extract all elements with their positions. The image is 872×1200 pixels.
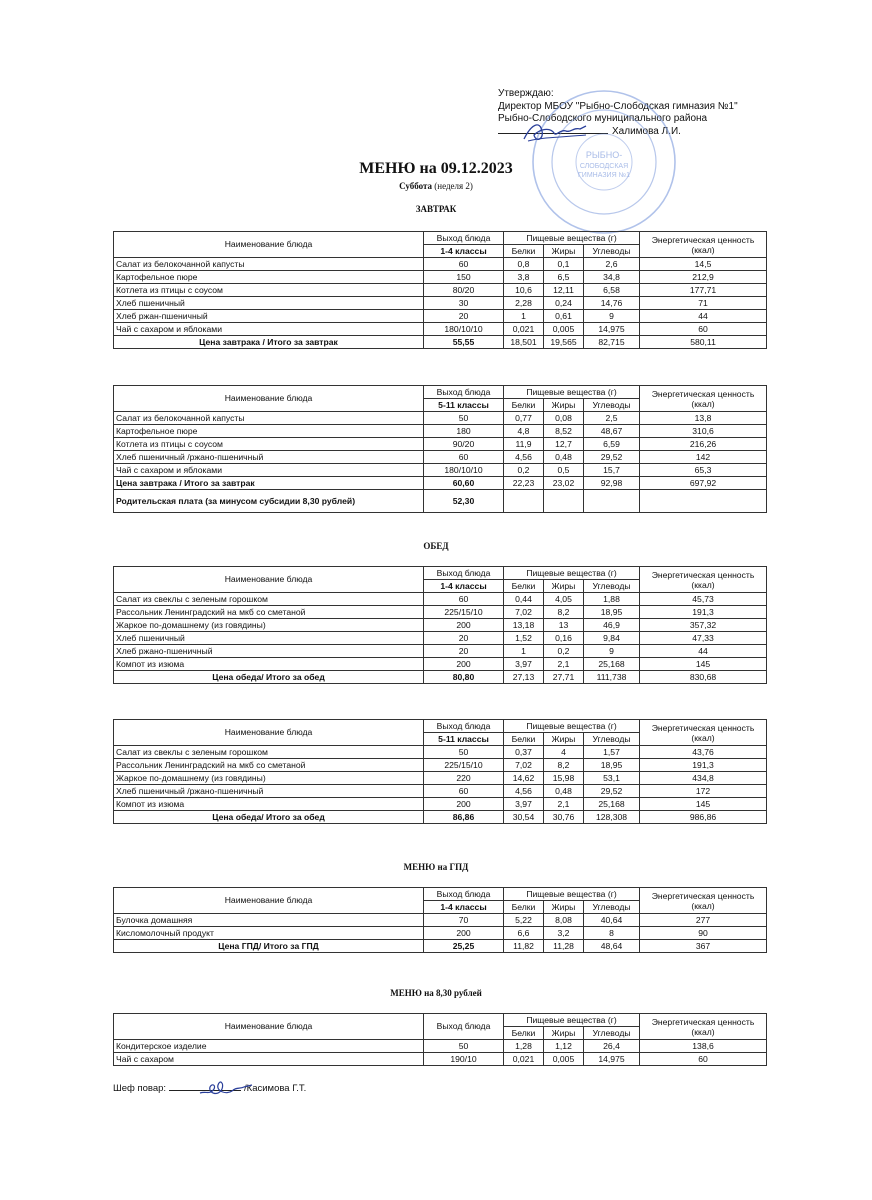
dish-name: Булочка домашняя: [114, 914, 424, 927]
header-name: Наименование блюда: [114, 386, 424, 412]
carb-total: 92,98: [584, 477, 640, 490]
header-fats: Жиры: [544, 1027, 584, 1040]
fat-value: 0,5: [544, 464, 584, 477]
protein-value: 1: [504, 645, 544, 658]
dish-name: Салат из белокочанной капусты: [114, 258, 424, 271]
carb-value: 53,1: [584, 772, 640, 785]
table-row: [114, 632, 767, 645]
protein-value: 4,8: [504, 425, 544, 438]
fat-value: 8,52: [544, 425, 584, 438]
table-row: [114, 606, 767, 619]
carb-value: 29,52: [584, 451, 640, 464]
table-row: [114, 258, 767, 271]
dish-name: Хлеб пшеничный /ржано-пшеничный: [114, 785, 424, 798]
header-name: Наименование блюда: [114, 1014, 424, 1040]
dish-name: Кондитерское изделие: [114, 1040, 424, 1053]
fat-value: 1,12: [544, 1040, 584, 1053]
energy-total: 580,11: [640, 336, 767, 349]
carb-value: 9,84: [584, 632, 640, 645]
header-carbs: Углеводы: [584, 399, 640, 412]
carb-value: 18,95: [584, 606, 640, 619]
fat-value: 12,7: [544, 438, 584, 451]
header-proteins: Белки: [504, 1027, 544, 1040]
table-row: [114, 464, 767, 477]
fat-value: 0,48: [544, 451, 584, 464]
yield-value: 225/15/10: [424, 759, 504, 772]
protein-value: 14,62: [504, 772, 544, 785]
energy-value: 44: [640, 310, 767, 323]
dish-name: Рассольник Ленинградский на мкб со сметаной: [114, 606, 424, 619]
protein-value: 13,18: [504, 619, 544, 632]
total-row: [114, 811, 767, 824]
header-name: Наименование блюда: [114, 720, 424, 746]
fat-value: 0,24: [544, 297, 584, 310]
protein-value: 3,8: [504, 271, 544, 284]
energy-value: 43,76: [640, 746, 767, 759]
approval-director: Директор МБОУ "Рыбно-Слободская гимназия №1": [498, 100, 738, 112]
yield-value: 225/15/10: [424, 606, 504, 619]
fat-value: 3,2: [544, 927, 584, 940]
header-energy: Энергетическая ценность (ккал): [640, 567, 767, 593]
energy-value: 65,3: [640, 464, 767, 477]
lunch-1-4-table: [113, 566, 767, 684]
header-yield: Выход блюда: [424, 1014, 504, 1040]
carb-value: 40,64: [584, 914, 640, 927]
header-nutrients: Пищевые вещества (г): [504, 232, 640, 245]
fat-value: 12,11: [544, 284, 584, 297]
yield-value: 200: [424, 658, 504, 671]
page-subtitle: [0, 181, 872, 191]
fat-value: 2,1: [544, 798, 584, 811]
fat-value: 0,1: [544, 258, 584, 271]
dish-name: Жаркое по-домашнему (из говядины): [114, 772, 424, 785]
energy-total: 367: [640, 940, 767, 953]
energy-value: 145: [640, 798, 767, 811]
week-label: (неделя 2): [434, 181, 473, 191]
yield-value: 20: [424, 632, 504, 645]
protein-value: 5,22: [504, 914, 544, 927]
page-title: МЕНЮ на 09.12.2023: [359, 160, 513, 177]
carb-value: 34,8: [584, 271, 640, 284]
fat-value: 0,61: [544, 310, 584, 323]
day-label: Суббота: [399, 181, 433, 191]
protein-total: 30,54: [504, 811, 544, 824]
energy-value: 145: [640, 658, 767, 671]
header-energy: Энергетическая ценность (ккал): [640, 888, 767, 914]
yield-value: 50: [424, 412, 504, 425]
dish-name: Компот из изюма: [114, 658, 424, 671]
header-proteins: Белки: [504, 733, 544, 746]
yield-value: 220: [424, 772, 504, 785]
energy-value: 47,33: [640, 632, 767, 645]
table-row: [114, 1053, 767, 1066]
yield-value: 60: [424, 258, 504, 271]
table-row: [114, 310, 767, 323]
table-row: [114, 412, 767, 425]
carb-value: 1,57: [584, 746, 640, 759]
carb-value: 25,168: [584, 798, 640, 811]
fat-value: 8,2: [544, 759, 584, 772]
energy-value: 44: [640, 645, 767, 658]
header-yield: Выход блюда: [424, 232, 504, 245]
protein-value: 1,52: [504, 632, 544, 645]
dish-name: Салат из свеклы с зеленым горошком: [114, 593, 424, 606]
total-row: [114, 336, 767, 349]
parent-fee-label: Родительская плата (за минусом субсидии 8,30 рублей): [114, 490, 424, 513]
carb-value: 14,975: [584, 1053, 640, 1066]
energy-value: 434,8: [640, 772, 767, 785]
yield-value: 190/10: [424, 1053, 504, 1066]
fat-total: 27,71: [544, 671, 584, 684]
protein-value: 4,56: [504, 785, 544, 798]
fat-value: 0,48: [544, 785, 584, 798]
header-nutrients: Пищевые вещества (г): [504, 567, 640, 580]
fat-total: 19,565: [544, 336, 584, 349]
total-label: Цена ГПД/ Итого за ГПД: [114, 940, 424, 953]
header-proteins: Белки: [504, 399, 544, 412]
yield-value: 200: [424, 619, 504, 632]
table-row: [114, 425, 767, 438]
class-label: 5-11 классы: [424, 733, 504, 746]
protein-value: 0,37: [504, 746, 544, 759]
protein-value: 1,28: [504, 1040, 544, 1053]
carb-total: 82,715: [584, 336, 640, 349]
fat-value: 13: [544, 619, 584, 632]
carb-total: 128,308: [584, 811, 640, 824]
table-row: [114, 451, 767, 464]
protein-value: 10,6: [504, 284, 544, 297]
table-row: [114, 746, 767, 759]
energy-value: 60: [640, 1053, 767, 1066]
header-fats: Жиры: [544, 901, 584, 914]
approval-name: Халимова Л.И.: [612, 125, 681, 137]
fat-total: 30,76: [544, 811, 584, 824]
header-carbs: Углеводы: [584, 580, 640, 593]
header-carbs: Углеводы: [584, 1027, 640, 1040]
header-fats: Жиры: [544, 399, 584, 412]
protein-value: 3,97: [504, 798, 544, 811]
energy-value: 172: [640, 785, 767, 798]
header-nutrients: Пищевые вещества (г): [504, 386, 640, 399]
total-row: [114, 940, 767, 953]
carb-value: 6,58: [584, 284, 640, 297]
class-label: 1-4 классы: [424, 245, 504, 258]
dish-name: Чай с сахаром и яблоками: [114, 323, 424, 336]
table-row: [114, 658, 767, 671]
gpd-table: [113, 887, 767, 953]
yield-value: 60: [424, 785, 504, 798]
energy-total: 830,68: [640, 671, 767, 684]
section-menu-830: МЕНЮ на 8,30 рублей: [390, 988, 482, 998]
yield-value: 180: [424, 425, 504, 438]
carb-value: 9: [584, 310, 640, 323]
fat-value: 0,005: [544, 323, 584, 336]
header-nutrients: Пищевые вещества (г): [504, 720, 640, 733]
carb-value: 29,52: [584, 785, 640, 798]
dish-name: Чай с сахаром: [114, 1053, 424, 1066]
parent-fee-value: 52,30: [424, 490, 504, 513]
header-yield: Выход блюда: [424, 888, 504, 901]
energy-total: 697,92: [640, 477, 767, 490]
protein-value: 11,9: [504, 438, 544, 451]
dish-name: Салат из белокочанной капусты: [114, 412, 424, 425]
chef-signature-icon: [196, 1073, 254, 1101]
carb-value: 8: [584, 927, 640, 940]
fat-total: 11,28: [544, 940, 584, 953]
energy-value: 142: [640, 451, 767, 464]
fat-value: 0,2: [544, 645, 584, 658]
yield-value: 200: [424, 798, 504, 811]
table-row: [114, 297, 767, 310]
dish-name: Картофельное пюре: [114, 271, 424, 284]
carb-value: 25,168: [584, 658, 640, 671]
fat-value: 4: [544, 746, 584, 759]
protein-total: 27,13: [504, 671, 544, 684]
protein-value: 2,28: [504, 297, 544, 310]
price-value: 86,86: [424, 811, 504, 824]
protein-total: 11,82: [504, 940, 544, 953]
energy-value: 13,8: [640, 412, 767, 425]
table-row: [114, 927, 767, 940]
header-name: Наименование блюда: [114, 232, 424, 258]
table-row: [114, 914, 767, 927]
fat-value: 8,08: [544, 914, 584, 927]
energy-value: 357,32: [640, 619, 767, 632]
class-label: 1-4 классы: [424, 580, 504, 593]
total-row: [114, 671, 767, 684]
table-row: [114, 438, 767, 451]
energy-value: 14,5: [640, 258, 767, 271]
header-proteins: Белки: [504, 580, 544, 593]
protein-value: 0,021: [504, 1053, 544, 1066]
table-row: [114, 284, 767, 297]
parent-fee-row: [114, 490, 767, 513]
dish-name: Компот из изюма: [114, 798, 424, 811]
yield-value: 50: [424, 1040, 504, 1053]
total-label: Цена завтрака / Итого за завтрак: [114, 477, 424, 490]
energy-total: 986,86: [640, 811, 767, 824]
class-label: 5-11 классы: [424, 399, 504, 412]
dish-name: Хлеб пшеничный /ржано-пшеничный: [114, 451, 424, 464]
price-value: 55,55: [424, 336, 504, 349]
carb-total: 111,738: [584, 671, 640, 684]
price-value: 25,25: [424, 940, 504, 953]
yield-value: 180/10/10: [424, 323, 504, 336]
yield-value: 20: [424, 645, 504, 658]
dish-name: Котлета из птицы с соусом: [114, 284, 424, 297]
chef-name: /Касимова Г.Т.: [244, 1083, 307, 1094]
protein-value: 7,02: [504, 759, 544, 772]
yield-value: 180/10/10: [424, 464, 504, 477]
table-row: [114, 593, 767, 606]
carb-value: 2,5: [584, 412, 640, 425]
carb-value: 15,7: [584, 464, 640, 477]
header-energy: Энергетическая ценность (ккал): [640, 720, 767, 746]
yield-value: 200: [424, 927, 504, 940]
protein-value: 0,2: [504, 464, 544, 477]
carb-value: 48,67: [584, 425, 640, 438]
dish-name: Чай с сахаром и яблоками: [114, 464, 424, 477]
protein-value: 3,97: [504, 658, 544, 671]
header-yield: Выход блюда: [424, 386, 504, 399]
price-value: 60,60: [424, 477, 504, 490]
fat-value: 6,5: [544, 271, 584, 284]
yield-value: 80/20: [424, 284, 504, 297]
total-label: Цена обеда/ Итого за обед: [114, 811, 424, 824]
energy-value: 216,26: [640, 438, 767, 451]
header-fats: Жиры: [544, 733, 584, 746]
breakfast-1-4-table: [113, 231, 767, 349]
carb-value: 14,975: [584, 323, 640, 336]
protein-value: 6,6: [504, 927, 544, 940]
protein-total: 18,501: [504, 336, 544, 349]
svg-text:СЛОБОДСКАЯ: СЛОБОДСКАЯ: [579, 163, 629, 170]
dish-name: Хлеб ржано-пшеничный: [114, 645, 424, 658]
protein-value: 0,77: [504, 412, 544, 425]
fat-value: 0,005: [544, 1053, 584, 1066]
dish-name: Салат из свеклы с зеленым горошком: [114, 746, 424, 759]
svg-text:ГИМНАЗИЯ №1: ГИМНАЗИЯ №1: [578, 172, 630, 179]
director-signature-icon: [520, 117, 590, 147]
fat-value: 4,05: [544, 593, 584, 606]
energy-value: 310,6: [640, 425, 767, 438]
header-nutrients: Пищевые вещества (г): [504, 1014, 640, 1027]
header-proteins: Белки: [504, 901, 544, 914]
dish-name: Хлеб пшеничный: [114, 297, 424, 310]
table-row: [114, 785, 767, 798]
carb-value: 46,9: [584, 619, 640, 632]
header-proteins: Белки: [504, 245, 544, 258]
dish-name: Картофельное пюре: [114, 425, 424, 438]
header-fats: Жиры: [544, 245, 584, 258]
price-value: 80,80: [424, 671, 504, 684]
header-name: Наименование блюда: [114, 567, 424, 593]
energy-value: 191,3: [640, 606, 767, 619]
protein-value: 4,56: [504, 451, 544, 464]
fat-value: 0,08: [544, 412, 584, 425]
yield-value: 50: [424, 746, 504, 759]
approval-district: Рыбно-Слободского муниципального района: [498, 113, 708, 124]
fat-value: 8,2: [544, 606, 584, 619]
breakfast-5-11-table: [113, 385, 767, 513]
carb-value: 18,95: [584, 759, 640, 772]
dish-name: Кисломолочный продукт: [114, 927, 424, 940]
energy-value: 212,9: [640, 271, 767, 284]
energy-value: 177,71: [640, 284, 767, 297]
fat-value: 15,98: [544, 772, 584, 785]
header-energy: Энергетическая ценность (ккал): [640, 232, 767, 258]
carb-value: 2,6: [584, 258, 640, 271]
table-row: [114, 645, 767, 658]
carb-value: 1,88: [584, 593, 640, 606]
protein-value: 0,8: [504, 258, 544, 271]
table-row: [114, 759, 767, 772]
yield-value: 90/20: [424, 438, 504, 451]
energy-value: 71: [640, 297, 767, 310]
protein-value: 0,021: [504, 323, 544, 336]
carb-value: 26,4: [584, 1040, 640, 1053]
total-row: [114, 477, 767, 490]
protein-value: 0,44: [504, 593, 544, 606]
header-yield: Выход блюда: [424, 720, 504, 733]
header-fats: Жиры: [544, 580, 584, 593]
fat-total: 23,02: [544, 477, 584, 490]
protein-value: 1: [504, 310, 544, 323]
dish-name: Хлеб пшеничный: [114, 632, 424, 645]
yield-value: 20: [424, 310, 504, 323]
table-row: [114, 798, 767, 811]
yield-value: 30: [424, 297, 504, 310]
total-label: Цена обеда/ Итого за обед: [114, 671, 424, 684]
protein-value: 7,02: [504, 606, 544, 619]
dish-name: Рассольник Ленинградский на мкб со сметаной: [114, 759, 424, 772]
table-row: [114, 271, 767, 284]
header-carbs: Углеводы: [584, 901, 640, 914]
energy-value: 60: [640, 323, 767, 336]
yield-value: 70: [424, 914, 504, 927]
protein-total: 22,23: [504, 477, 544, 490]
class-label: 1-4 классы: [424, 901, 504, 914]
approval-title: Утверждаю:: [498, 88, 554, 99]
fat-value: 0,16: [544, 632, 584, 645]
yield-value: 60: [424, 451, 504, 464]
carb-value: 6,59: [584, 438, 640, 451]
energy-value: 45,73: [640, 593, 767, 606]
chef-label: Шеф повар:: [113, 1083, 167, 1094]
total-label: Цена завтрака / Итого за завтрак: [114, 336, 424, 349]
dish-name: Котлета из птицы с соусом: [114, 438, 424, 451]
menu-830-table: [113, 1013, 767, 1066]
carb-total: 48,64: [584, 940, 640, 953]
yield-value: 60: [424, 593, 504, 606]
header-carbs: Углеводы: [584, 245, 640, 258]
header-yield: Выход блюда: [424, 567, 504, 580]
lunch-5-11-table: [113, 719, 767, 824]
energy-value: 90: [640, 927, 767, 940]
dish-name: Хлеб ржан-пшеничный: [114, 310, 424, 323]
carb-value: 14,76: [584, 297, 640, 310]
header-name: Наименование блюда: [114, 888, 424, 914]
fat-value: 2,1: [544, 658, 584, 671]
energy-value: 138,6: [640, 1040, 767, 1053]
header-energy: Энергетическая ценность (ккал): [640, 1014, 767, 1040]
energy-value: 277: [640, 914, 767, 927]
carb-value: 9: [584, 645, 640, 658]
yield-value: 150: [424, 271, 504, 284]
section-breakfast: ЗАВТРАК: [415, 204, 457, 214]
section-lunch: ОБЕД: [423, 541, 449, 551]
header-nutrients: Пищевые вещества (г): [504, 888, 640, 901]
header-carbs: Углеводы: [584, 733, 640, 746]
header-energy: Энергетическая ценность (ккал): [640, 386, 767, 412]
dish-name: Жаркое по-домашнему (из говядины): [114, 619, 424, 632]
table-row: [114, 323, 767, 336]
table-row: [114, 1040, 767, 1053]
svg-text:РЫБНО-: РЫБНО-: [585, 150, 623, 160]
table-row: [114, 772, 767, 785]
table-row: [114, 619, 767, 632]
energy-value: 191,3: [640, 759, 767, 772]
section-gpd: МЕНЮ на ГПД: [403, 862, 469, 872]
